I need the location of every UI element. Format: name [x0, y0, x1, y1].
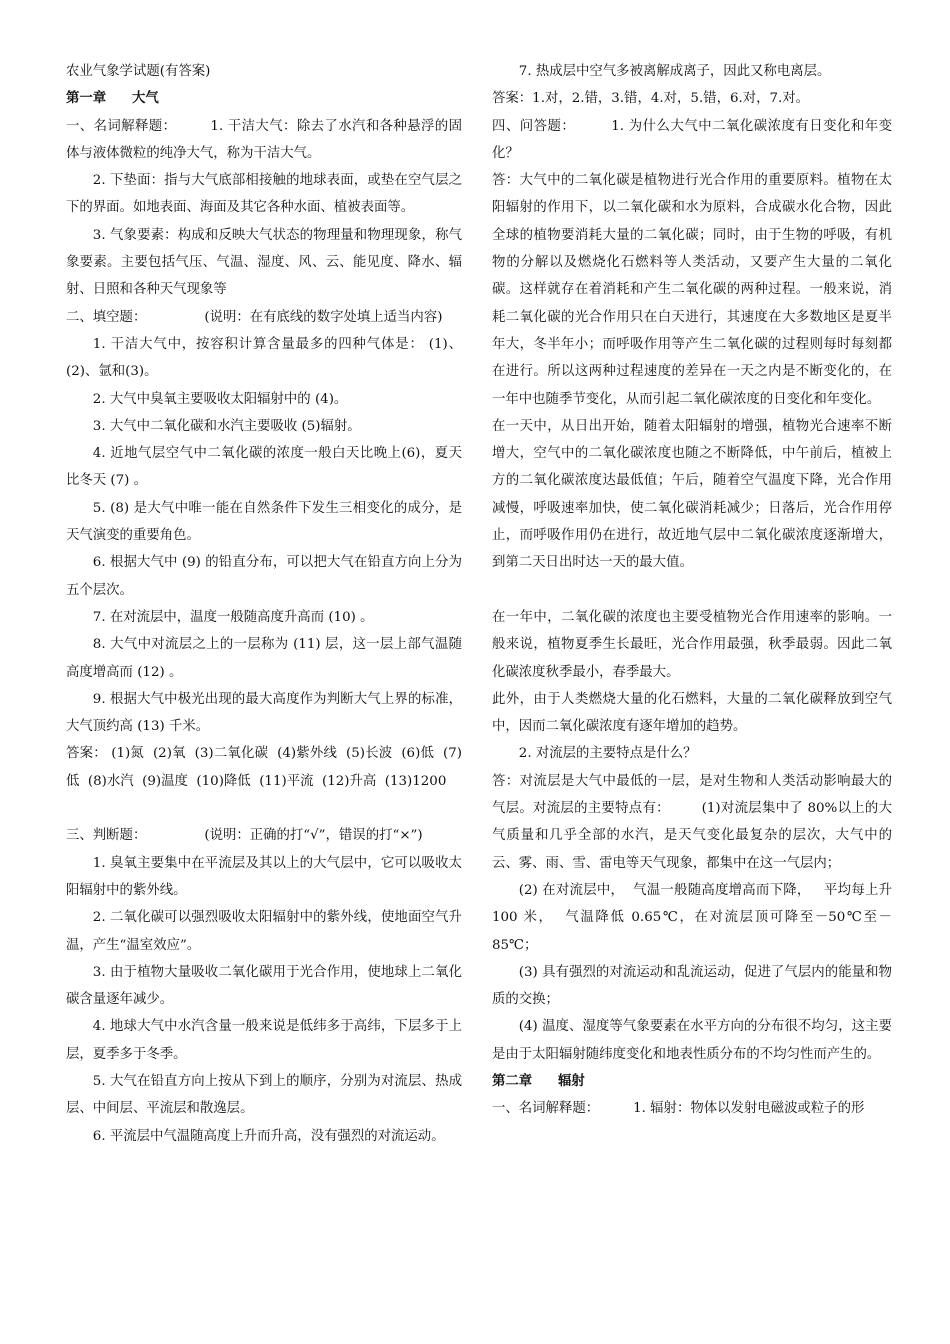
c1-fill-q4: 4. 近地气层空气中二氧化碳的浓度一般白天比晚上(6)，夏天比冬天 (7) 。 — [66, 446, 462, 489]
c1-judge-q1: 1. 臭氧主要集中在平流层及其以上的大气层中，它可以吸收太阳辐射中的紫外线。 — [66, 855, 462, 898]
chapter2-name: 辐射 — [558, 1072, 585, 1089]
spacer — [492, 577, 892, 604]
c1-qa-a2-p3: (3) 具有强烈的对流运动和乱流运动，促进了气层内的能量和物质的交换； — [492, 964, 892, 1008]
c1-judge-heading-line — [66, 822, 462, 849]
c1-fill-heading-line — [66, 304, 462, 331]
c1-judge-q7: 7. 热成层中空气多被离解成离子，因此又称电离层。 — [518, 64, 831, 79]
c1-judge-q2: 2. 二氧化碳可以强烈吸收太阳辐射中的紫外线，使地面空气升温，产生“温室效应”。 — [66, 910, 462, 953]
c1-fill-q3: 3. 大气中二氧化碳和水汽主要吸收 (5)辐射。 — [92, 418, 361, 434]
c1-qa-q1: 1. 为什么大气中二氧化碳浓度有日变化和年变化？ — [492, 118, 893, 161]
right-column — [492, 58, 897, 1123]
c1-fill-q9: 9. 根据大气中极光出现的最大高度作为判断大气上界的标准，大气顶约高 (13) 千米。 — [66, 691, 462, 735]
c1-qa-a1-p3: 在一年中，二氧化碳的浓度也主要受植物光合作用速率的影响。一般来说，植物夏季生长最旺，光合作用最强，秋季最弱。因此二氧化碳浓度秋季最小，春季最大。 — [492, 609, 892, 680]
c1-terms-heading: 一、名词解释题： — [66, 118, 177, 134]
c1-judge-q3: 3. 由于植物大量吸收二氧化碳用于光合作用，使地球上二氧化碳含量逐年减少。 — [66, 964, 462, 1008]
left-column — [66, 58, 462, 1150]
chapter1-heading — [66, 85, 462, 112]
c1-qa-a1-p1: 答：大气中的二氧化碳是植物进行光合作用的重要原料。植物在太阳辐射的作用下，以二氧化碳和水为原料，合成碳水化合物，因此全球的植物要消耗大量的二氧化碳；同时，由于生物的呼吸，有机物的分解以及燃烧化石燃料等人类活动，又要产生大量的二氧化碳。这样就存在着消耗和产生二氧化碳的两种过程。一般来说，消耗二氧化碳的光合作用只在白天进行，其速度在大多数地区是夏半年大，冬半年小；而呼吸作用等产生二氧化碳的过程则每时每刻都在进行。所以这两种过程速度的差异在一天之内是不断变化的，在一年中也随季节变化，从而引起二氧化碳浓度的日变化和年变化。 — [492, 173, 892, 407]
c1-fill-q6: 6. 根据大气中 (9) 的铅直分布，可以把大气在铅直方向上分为五个层次。 — [66, 555, 462, 598]
c1-qa-a2-intro: 答：对流层是大气中最低的一层，是对生物和人类活动影响最大的气层。对流层的主要特点有： (1)对流层集中了 80%以上的大气质量和几乎全部的水汽，是天气变化最复杂的层次，大气中的云、雾、雨、雪、雷电等天气现象，都集中在这一气层内； — [492, 773, 892, 871]
c1-judge-answer: 答案：1.对，2.错，3.错，4.对，5.错，6.对，7.对。 — [492, 91, 810, 107]
c1-fill-heading: 二、填空题： — [66, 309, 147, 325]
c1-fill-q2: 2. 大气中臭氧主要吸收太阳辐射中的 (4)。 — [92, 391, 348, 407]
c1-judge-note: (说明：正确的打“√”，错误的打“×”) — [204, 828, 423, 844]
c2-term-1: 1. 辐射：物体以发射电磁波或粒子的形 — [633, 1101, 865, 1117]
c1-term-1: 1. 干洁大气：除去了水汽和各种悬浮的固体与液体微粒的纯净大气，称为干洁大气。 — [66, 118, 463, 161]
chapter1-number: 第一章 — [66, 90, 107, 107]
c1-fill-q7: 7. 在对流层中，温度一般随高度升高而 (10) 。 — [92, 609, 374, 625]
c1-term-3: 3. 气象要素：构成和反映大气状态的物理量和物理现象，称气象要素。主要包括气压、气温、湿度、风、云、能见度、降水、辐射、日照和各种天气现象等 — [66, 227, 462, 298]
c1-term-2: 2. 下垫面：指与大气底部相接触的地球表面，或垫在空气层之下的界面。如地表面、海面及其它各种水面、植被表面等。 — [66, 173, 462, 216]
c1-qa-line — [492, 113, 892, 168]
document-title: 农业气象学试题(有答案) — [66, 64, 211, 79]
c1-judge-q4: 4. 地球大气中水汽含量一般来说是低纬多于高纬，下层多于上层，夏季多于冬季。 — [66, 1019, 462, 1062]
c1-qa-a2-p2: (2) 在对流层中， 气温一般随高度增高而下降， 平均每上升 100 米， 气温降低 0.65℃，在对流层顶可降至－50℃至－85℃； — [492, 882, 897, 953]
c1-qa-a1-p2: 在一天中，从日出开始，随着太阳辐射的增强，植物光合速率不断增大，空气中的二氧化碳浓度也随之不断降低，中午前后，植被上方的二氧化碳浓度达最低值；午后，随着空气温度下降，光合作用减慢，呼吸速率加快，使二氧化碳消耗减少；日落后，光合作用停止，而呼吸作用仍在进行，故近地气层中二氧化碳浓度逐渐增大，到第二天日出时达一天的最大值。 — [492, 418, 892, 571]
c1-judge-q5: 5. 大气在铅直方向上按从下到上的顺序，分别为对流层、热成层、中间层、平流层和散逸层。 — [66, 1073, 462, 1117]
chapter2-heading — [492, 1068, 892, 1095]
c2-terms-line — [492, 1095, 892, 1122]
c1-qa-q2: 2. 对流层的主要特点是什么？ — [518, 746, 697, 762]
c1-fill-note: (说明：在有底线的数字处填上适当内容) — [204, 309, 443, 325]
c1-judge-q6: 6. 平流层中气温随高度上升而升高，没有强烈的对流运动。 — [92, 1128, 445, 1144]
c1-fill-answer: 答案： (1)氮 (2)氧 (3)二氧化碳 (4)紫外线 (5)长波 (6)低 (7)低 (8)水汽 (9)温度 (10)降低 (11)平流 (12)升高 (13)1200 — [66, 746, 462, 789]
chapter2-number: 第二章 — [492, 1072, 533, 1089]
c1-qa-a2-p4: (4) 温度、湿度等气象要素在水平方向的分布很不均匀，这主要是由于太阳辐射随纬度变化和地表性质分布的不均匀性而产生的。 — [492, 1019, 892, 1062]
c1-qa-heading: 四、问答题： — [492, 118, 576, 134]
c2-terms-heading: 一、名词解释题： — [492, 1101, 600, 1117]
c1-fill-q5: 5. (8) 是大气中唯一能在自然条件下发生三相变化的成分，是天气演变的重要角色。 — [66, 500, 462, 544]
c1-qa-a1-p4: 此外，由于人类燃烧大量的化石燃料，大量的二氧化碳释放到空气中，因而二氧化碳浓度有逐年增加的趋势。 — [492, 691, 892, 735]
chapter1-name: 大气 — [132, 90, 159, 107]
c1-judge-heading: 三、判断题： — [66, 828, 147, 844]
c1-fill-q1: 1. 干洁大气中，按容积计算含量最多的四种气体是： (1)、(2)、氩和(3)。 — [66, 336, 462, 380]
c1-terms-line — [66, 113, 462, 168]
c1-fill-q8: 8. 大气中对流层之上的一层称为 (11) 层，这一层上部气温随高度增高而 (12) 。 — [66, 637, 462, 680]
spacer — [66, 795, 462, 822]
